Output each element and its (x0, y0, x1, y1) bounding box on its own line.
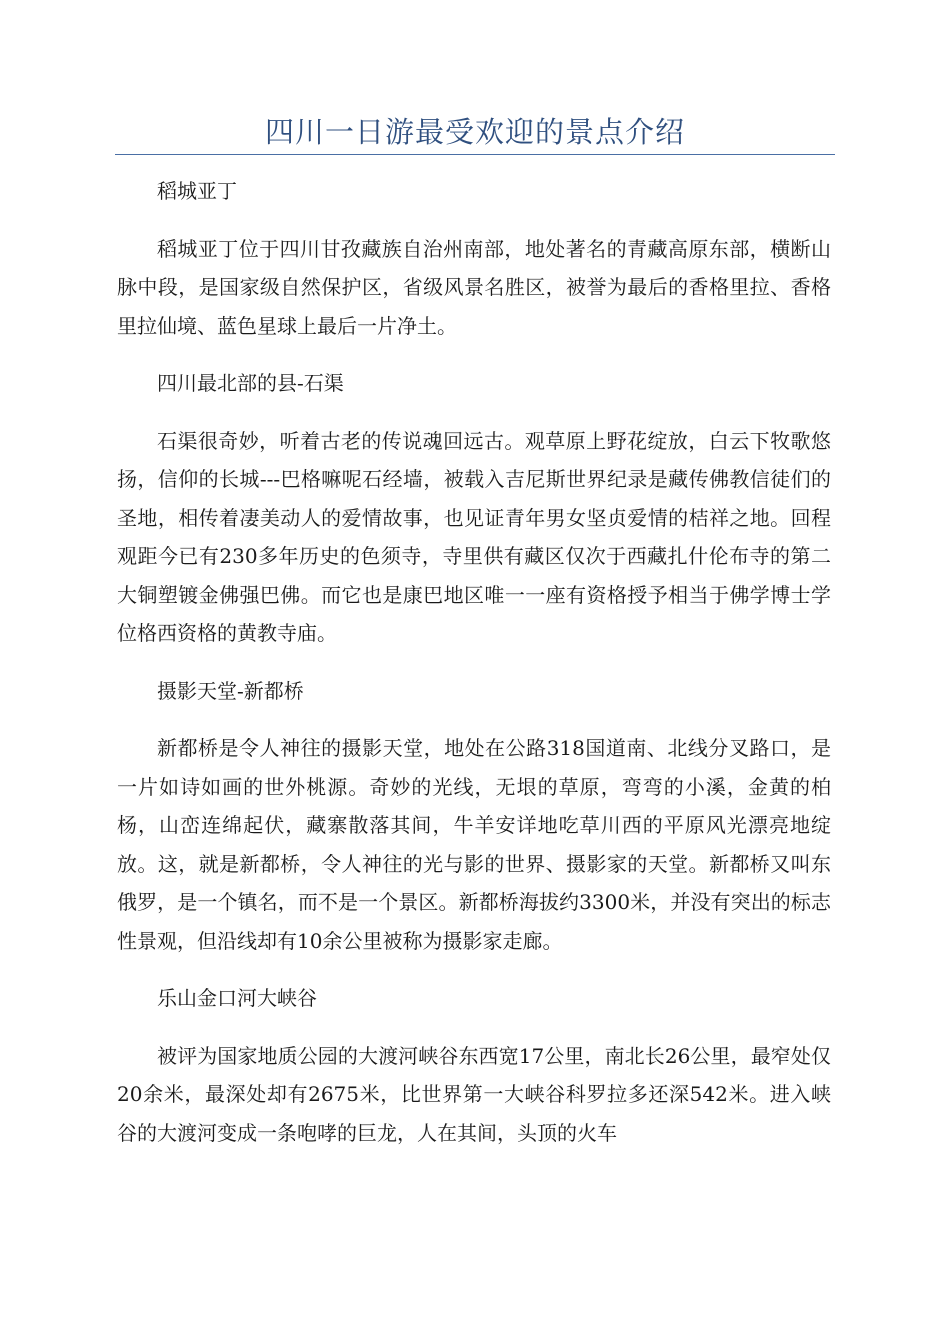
section-paragraph-jinkouhe: 被评为国家地质公园的大渡河峡谷东西宽17公里，南北长26公里，最窄处仅20余米，最深处却有2675米，比世界第一大峡谷科罗拉多还深542米。进入峡谷的大渡河变成一条咆哮的巨龙，人在其间，头顶的火车 (117, 1043, 831, 1145)
section-heading-jinkouhe: 乐山金口河大峡谷 (157, 986, 317, 1010)
section-paragraph-daocheng: 稻城亚丁位于四川甘孜藏族自治州南部，地处著名的青藏高原东部，横断山脉中段，是国家级自然保护区，省级风景名胜区，被誉为最后的香格里拉、香格里拉仙境、蓝色星球上最后一片净土。 (117, 236, 831, 338)
section-heading-shiqu: 四川最北部的县-石渠 (157, 371, 344, 395)
section-heading-xinduqiao: 摄影天堂-新都桥 (157, 678, 304, 703)
document-body (117, 172, 831, 1171)
section-paragraph-xinduqiao: 新都桥是令人神往的摄影天堂，地处在公路318国道南、北线分叉路口，是一片如诗如画的世外桃源。奇妙的光线，无垠的草原，弯弯的小溪，金黄的柏杨，山峦连绵起伏，藏寨散落其间，牛羊安详地吃草川西的平原风光漂亮地绽放。这，就是新都桥，令人神往的光与影的世界、摄影家的天堂。新都桥又叫东俄罗，是一个镇名，而不是一个景区。新都桥海拔约3300米，并没有突出的标志性景观，但沿线却有10余公里被称为摄影家走廊。 (117, 736, 831, 953)
page-title: 四川一日游最受欢迎的景点介绍 (264, 115, 685, 149)
section-heading-daocheng: 稻城亚丁 (157, 179, 237, 203)
section-paragraph-shiqu: 石渠很奇妙，听着古老的传说魂回远古。观草原上野花绽放，白云下牧歌悠扬，信仰的长城---巴格嘛呢石经墙，被载入吉尼斯世界纪录是藏传佛教信徒们的圣地，相传着凄美动人的爱情故事，也见证青年男女坚贞爱情的桔祥之地。回程观距今已有230多年历史的色须寺，寺里供有藏区仅次于西藏扎什伦布寺的第二大铜塑镀金佛强巴佛。而它也是康巴地区唯一一座有资格授予相当于佛学博士学位格西资格的黄教寺庙。 (117, 428, 831, 645)
title-underline (115, 154, 835, 155)
